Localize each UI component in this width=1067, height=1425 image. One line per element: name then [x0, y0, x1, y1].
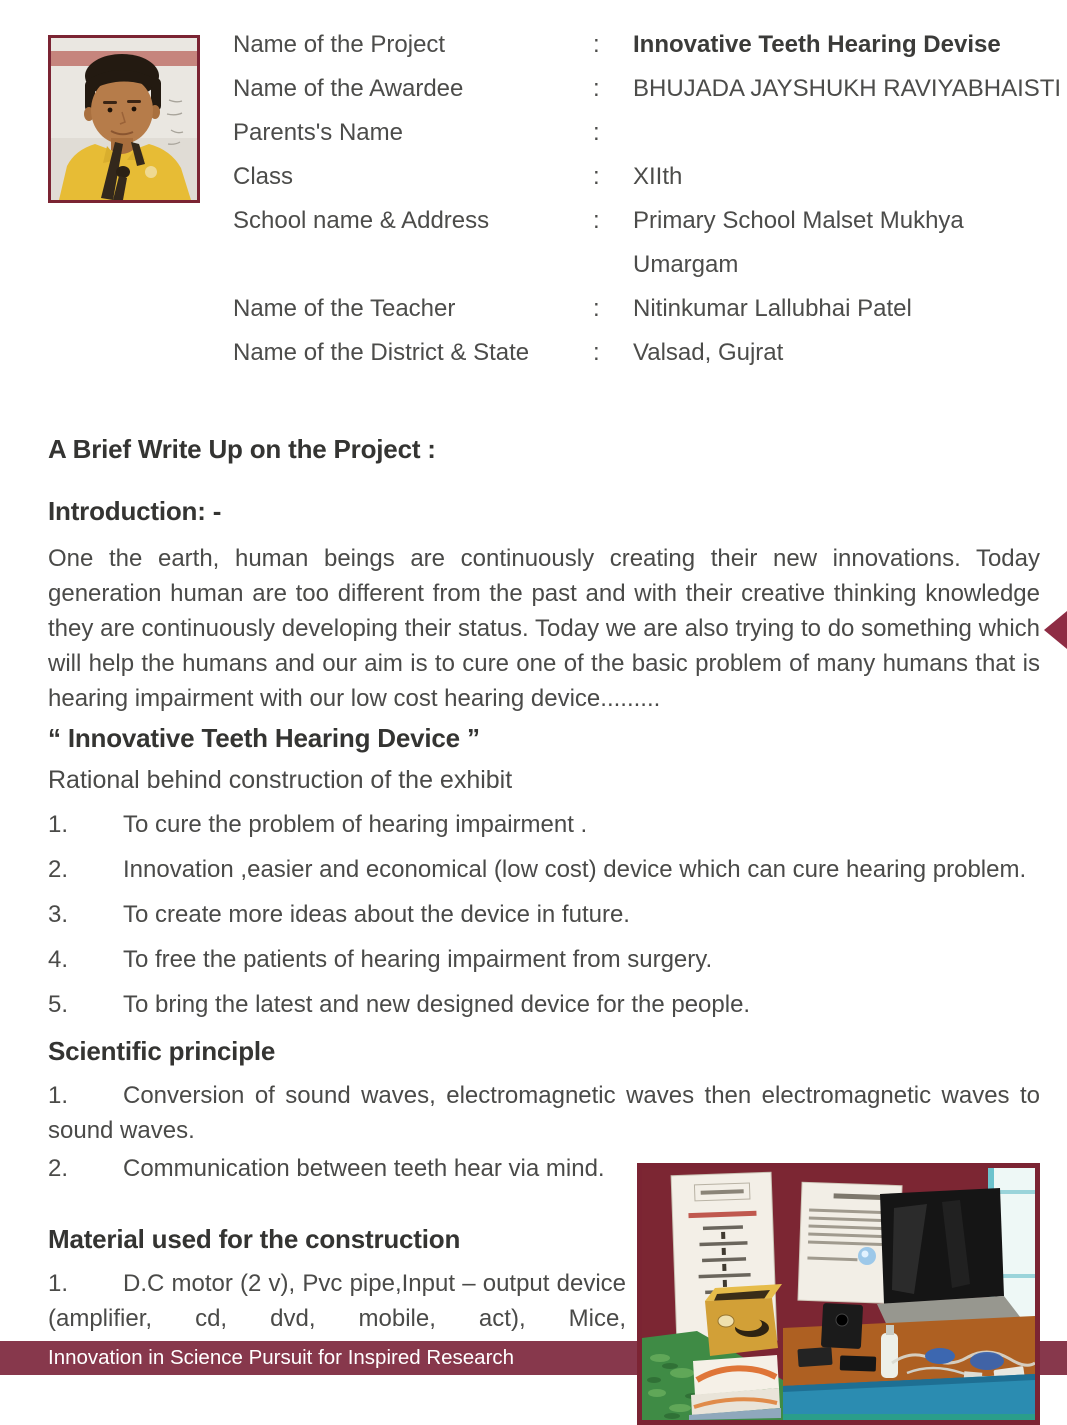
item-number: 5. — [48, 991, 69, 1018]
detail-separator: : — [593, 75, 600, 102]
project-quote-heading: “ Innovative Teeth Hearing Device ” — [48, 723, 480, 753]
detail-label: Name of the Awardee — [233, 75, 464, 102]
detail-value: Valsad, Gujrat — [633, 339, 784, 366]
detail-label: School name & Address — [233, 207, 490, 234]
detail-label: Class — [233, 163, 294, 190]
school-name-line: Primary School Malset Mukhya — [633, 207, 964, 234]
detail-label: Name of the District & State — [233, 339, 530, 366]
rationale-heading: Rational behind construction of the exhibit — [48, 766, 513, 794]
footer-slogan: Innovation in Science Pursuit for Inspired Research — [48, 1346, 515, 1369]
detail-separator: : — [593, 119, 600, 146]
write-up-heading: A Brief Write Up on the Project : — [48, 434, 436, 464]
detail-value: XIIth — [633, 163, 683, 190]
awardee-photo — [48, 35, 200, 203]
detail-row-parents — [233, 111, 1067, 155]
detail-row-awardee — [233, 67, 1067, 111]
detail-row-class — [233, 155, 1067, 199]
item-text: Conversion of sound waves, electromagnetic waves then electromagnetic waves to sound waves. — [48, 1082, 1040, 1144]
detail-value: Nitinkumar Lallubhai Patel — [633, 295, 912, 322]
item-text: To create more ideas about the device in future. — [123, 901, 630, 928]
shirt-logo — [145, 166, 157, 178]
item-number: 4. — [48, 946, 69, 973]
detail-label: Name of the Project — [233, 31, 446, 58]
introduction-paragraph: One the earth, human beings are continuously creating their new innovations. Today generation human are too different from the past and with their creative thinking knowledge they are continuously developing their status. Today we are also trying to do something which will help the humans and our aim is to cure one of the basic problem of many humans that is hearing impairment with our low cost hearing device......... — [48, 545, 1040, 712]
rationale-item — [48, 942, 1040, 977]
detail-row-district — [233, 331, 1067, 375]
scientific-item-1 — [48, 1078, 1040, 1148]
bottle — [881, 1333, 898, 1378]
detail-label: Parents's Name — [233, 119, 403, 146]
rationale-item — [48, 807, 1040, 842]
item-text: To bring the latest and new designed device for the people. — [123, 991, 751, 1018]
item-number: 1. — [48, 1270, 69, 1297]
rationale-list — [48, 807, 1040, 1032]
detail-separator: : — [593, 31, 600, 58]
exhibit-photo-illustration — [642, 1168, 1035, 1420]
detail-row-teacher — [233, 287, 1067, 331]
detail-separator: : — [593, 339, 600, 366]
detail-label: Name of the Teacher — [233, 295, 456, 322]
school-city-line: Umargam — [633, 251, 739, 278]
detail-separator: : — [593, 207, 600, 234]
scientific-principle-heading: Scientific principle — [48, 1036, 276, 1066]
awardee-photo-illustration — [51, 38, 197, 200]
item-text: Communication between teeth hear via mind. — [123, 1155, 605, 1182]
rationale-item — [48, 852, 1040, 887]
detail-value: Innovative Teeth Hearing Devise — [633, 31, 1001, 58]
detail-separator: : — [593, 163, 600, 190]
item-text: Innovation ,easier and economical (low cost) device which can cure hearing problem. — [123, 856, 1027, 883]
scientific-item-2 — [48, 1151, 626, 1186]
detail-row-school — [233, 199, 1067, 287]
books-stack — [689, 1355, 781, 1420]
item-number: 3. — [48, 901, 69, 928]
item-text: D.C motor (2 v), Pvc pipe,Input – output device (amplifier, cd, dvd, mobile, act), Mice, — [48, 1270, 626, 1332]
left-arrow-marker-icon — [1044, 611, 1067, 649]
item-text: To free the patients of hearing impairment from surgery. — [123, 946, 713, 973]
item-text: To cure the problem of hearing impairment . — [123, 811, 588, 838]
item-number: 1. — [48, 811, 69, 838]
detail-row-project — [233, 23, 1067, 67]
detail-value: BHUJADA JAYSHUKH RAVIYABHAISTI — [633, 75, 1062, 102]
material-heading: Material used for the construction — [48, 1224, 461, 1254]
exhibit-photo — [637, 1163, 1040, 1425]
detail-value — [633, 199, 1067, 287]
rationale-item — [48, 897, 1040, 932]
introduction-heading: Introduction: - — [48, 496, 222, 526]
detail-value — [633, 111, 1067, 155]
speaker-box — [705, 1284, 782, 1356]
item-number: 1. — [48, 1082, 69, 1109]
item-number: 2. — [48, 1155, 69, 1182]
detail-separator: : — [593, 295, 600, 322]
material-item-1 — [48, 1266, 626, 1336]
project-details — [233, 23, 1067, 375]
rationale-item — [48, 987, 1040, 1022]
item-number: 2. — [48, 856, 69, 883]
